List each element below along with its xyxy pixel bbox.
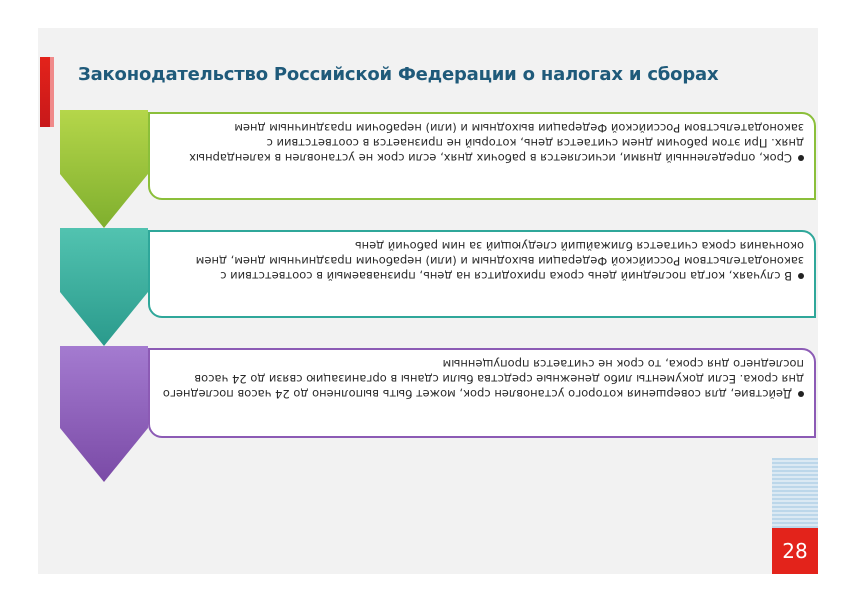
bullet-icon	[798, 392, 804, 398]
item-1-text: Срок, определенный днями, исчисляется в рабочих днях, если срок не установлен в календарных днях. При этом рабочим днем считается день, который не признается в соответствии с законодательством Российской Федерации выходным и (или) нерабочим праздничным днем	[189, 121, 804, 165]
text-box-1	[148, 112, 816, 200]
bullet-icon	[798, 156, 804, 162]
bullet-icon	[798, 274, 804, 280]
text-box-3	[148, 348, 816, 438]
slide-title: Законодательство Российской Федерации о налогах и сборах	[78, 64, 719, 85]
item-3-text: Действие, для совершения которого установлен срок, может быть выполнено до 24 часов последнего дня срока. Если документы либо денежные средства были сданы в организацию связи до 24 часов последнего дня срока, то срок не считается пропущенным	[162, 357, 804, 401]
chevron-green	[60, 110, 148, 228]
decorative-stripe	[772, 458, 818, 528]
text-box-3-content	[160, 356, 804, 401]
text-box-1-content	[160, 120, 804, 165]
page-number-badge: 28	[772, 528, 818, 574]
text-box-2-content	[160, 238, 804, 283]
item-2-text: В случаях, когда последний день срока приходится на день, признаваемый в соответствии с законодательством Российской Федерации выходным и (или) нерабочим праздничным днем, днем окончания срока считается ближайший следующий за ним рабочий день	[195, 239, 804, 283]
text-box-2	[148, 230, 816, 318]
chevron-teal	[60, 228, 148, 346]
chevron-purple	[60, 346, 148, 482]
